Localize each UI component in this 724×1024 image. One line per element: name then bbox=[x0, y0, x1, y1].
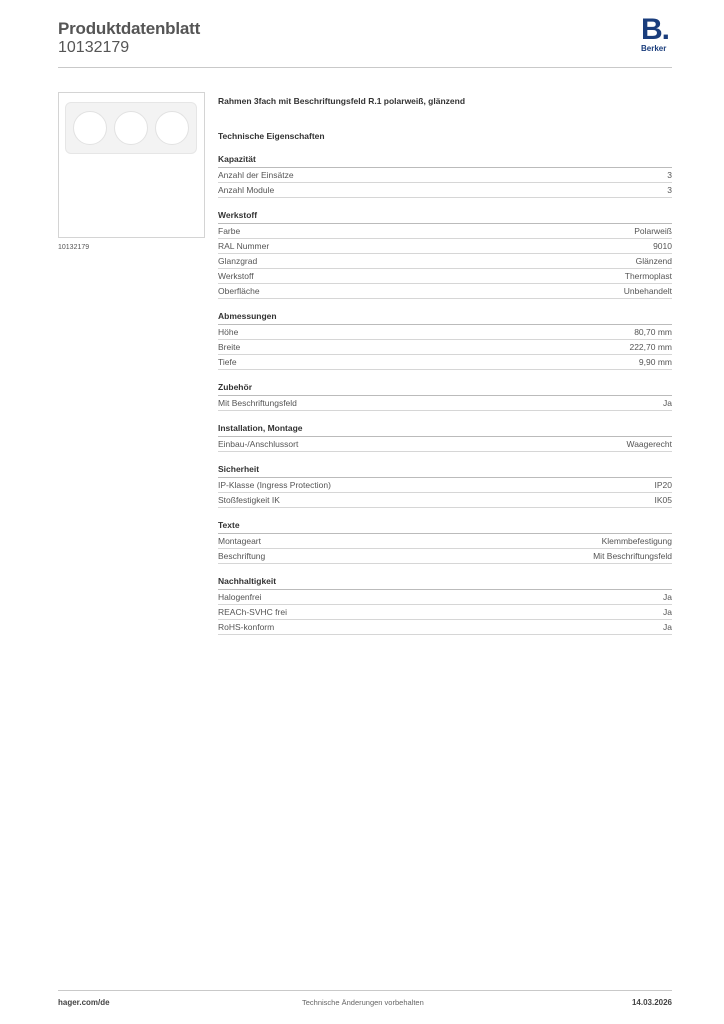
spec-label: REACh-SVHC frei bbox=[218, 607, 287, 617]
spec-group bbox=[218, 422, 672, 452]
spec-value: Unbehandelt bbox=[623, 286, 672, 296]
spec-row bbox=[218, 284, 672, 299]
header-divider bbox=[58, 67, 672, 68]
spec-value: Glänzend bbox=[635, 256, 672, 266]
spec-row bbox=[218, 168, 672, 183]
spec-value: Thermoplast bbox=[624, 271, 672, 281]
footer-divider bbox=[58, 990, 672, 991]
page-title: Produktdatenblatt bbox=[58, 19, 201, 38]
spec-value: Ja bbox=[663, 622, 672, 632]
spec-value: 9,90 mm bbox=[638, 357, 672, 367]
spec-label: Werkstoff bbox=[218, 271, 254, 281]
spec-content bbox=[218, 95, 672, 635]
spec-label: Tiefe bbox=[218, 357, 237, 367]
spec-row bbox=[218, 340, 672, 355]
frame-opening bbox=[114, 111, 148, 145]
spec-value: 9010 bbox=[653, 241, 672, 251]
spec-row bbox=[218, 620, 672, 635]
spec-row bbox=[218, 269, 672, 284]
spec-value: 222,70 mm bbox=[629, 342, 672, 352]
spec-label: Breite bbox=[218, 342, 241, 352]
image-caption: 10132179 bbox=[58, 244, 90, 251]
spec-row bbox=[218, 478, 672, 493]
spec-value: Waagerecht bbox=[626, 439, 672, 449]
spec-group bbox=[218, 463, 672, 508]
spec-group-title: Abmessungen bbox=[218, 310, 672, 325]
spec-group-title: Sicherheit bbox=[218, 463, 672, 478]
spec-row bbox=[218, 605, 672, 620]
product-name: Rahmen 3fach mit Beschriftungsfeld R.1 polarweiß, glänzend bbox=[218, 96, 466, 106]
spec-label: Oberfläche bbox=[218, 286, 260, 296]
spec-group-title: Kapazität bbox=[218, 153, 672, 168]
frame-opening bbox=[155, 111, 189, 145]
spec-value: IK05 bbox=[654, 495, 672, 505]
spec-value: IP20 bbox=[654, 480, 672, 490]
spec-value: Polarweiß bbox=[634, 226, 672, 236]
spec-group bbox=[218, 209, 672, 299]
spec-row bbox=[218, 590, 672, 605]
spec-row bbox=[218, 437, 672, 452]
spec-label: RoHS-konform bbox=[218, 622, 275, 632]
spec-group bbox=[218, 575, 672, 635]
spec-row bbox=[218, 355, 672, 370]
frame-illustration bbox=[65, 102, 197, 154]
logo-text: Berker bbox=[641, 44, 667, 53]
spec-row bbox=[218, 183, 672, 198]
spec-group-title: Zubehör bbox=[218, 381, 672, 396]
spec-group-title: Nachhaltigkeit bbox=[218, 575, 672, 590]
spec-label: Höhe bbox=[218, 327, 239, 337]
section-heading: Technische Eigenschaften bbox=[218, 131, 325, 141]
spec-value: Ja bbox=[663, 398, 672, 408]
spec-value: Mit Beschriftungsfeld bbox=[593, 551, 672, 561]
product-image bbox=[58, 92, 205, 238]
spec-label: Stoßfestigkeit IK bbox=[218, 495, 280, 505]
footer-disclaimer: Technische Änderungen vorbehalten bbox=[302, 998, 424, 1007]
logo-mark: B. bbox=[641, 13, 669, 46]
spec-group bbox=[218, 310, 672, 370]
spec-row bbox=[218, 549, 672, 564]
spec-label: IP-Klasse (Ingress Protection) bbox=[218, 480, 331, 490]
spec-label: Mit Beschriftungsfeld bbox=[218, 398, 297, 408]
spec-value: 3 bbox=[667, 185, 672, 195]
spec-label: Farbe bbox=[218, 226, 241, 236]
spec-label: RAL Nummer bbox=[218, 241, 270, 251]
spec-value: Ja bbox=[663, 607, 672, 617]
spec-row bbox=[218, 493, 672, 508]
berker-logo bbox=[638, 13, 678, 56]
spec-group-title: Werkstoff bbox=[218, 209, 672, 224]
spec-group-title: Texte bbox=[218, 519, 672, 534]
spec-label: Anzahl Module bbox=[218, 185, 275, 195]
spec-label: Halogenfrei bbox=[218, 592, 262, 602]
spec-row bbox=[218, 534, 672, 549]
spec-label: Beschriftung bbox=[218, 551, 266, 561]
spec-value: Ja bbox=[663, 592, 672, 602]
spec-group bbox=[218, 153, 672, 198]
spec-label: Einbau-/Anschlussort bbox=[218, 439, 299, 449]
spec-label: Montageart bbox=[218, 536, 261, 546]
footer-date: 14.03.2026 bbox=[631, 998, 672, 1007]
spec-row bbox=[218, 239, 672, 254]
spec-row bbox=[218, 325, 672, 340]
spec-value: Klemmbefestigung bbox=[601, 536, 672, 546]
spec-groups bbox=[218, 153, 672, 635]
spec-group-title: Installation, Montage bbox=[218, 422, 672, 437]
frame-opening bbox=[73, 111, 107, 145]
spec-group bbox=[218, 381, 672, 411]
spec-row bbox=[218, 254, 672, 269]
footer-website: hager.com/de bbox=[58, 998, 110, 1007]
spec-value: 3 bbox=[667, 170, 672, 180]
spec-label: Anzahl der Einsätze bbox=[218, 170, 294, 180]
spec-row bbox=[218, 396, 672, 411]
spec-group bbox=[218, 519, 672, 564]
spec-row bbox=[218, 224, 672, 239]
spec-label: Glanzgrad bbox=[218, 256, 258, 266]
spec-value: 80,70 mm bbox=[634, 327, 672, 337]
article-number: 10132179 bbox=[58, 39, 130, 56]
